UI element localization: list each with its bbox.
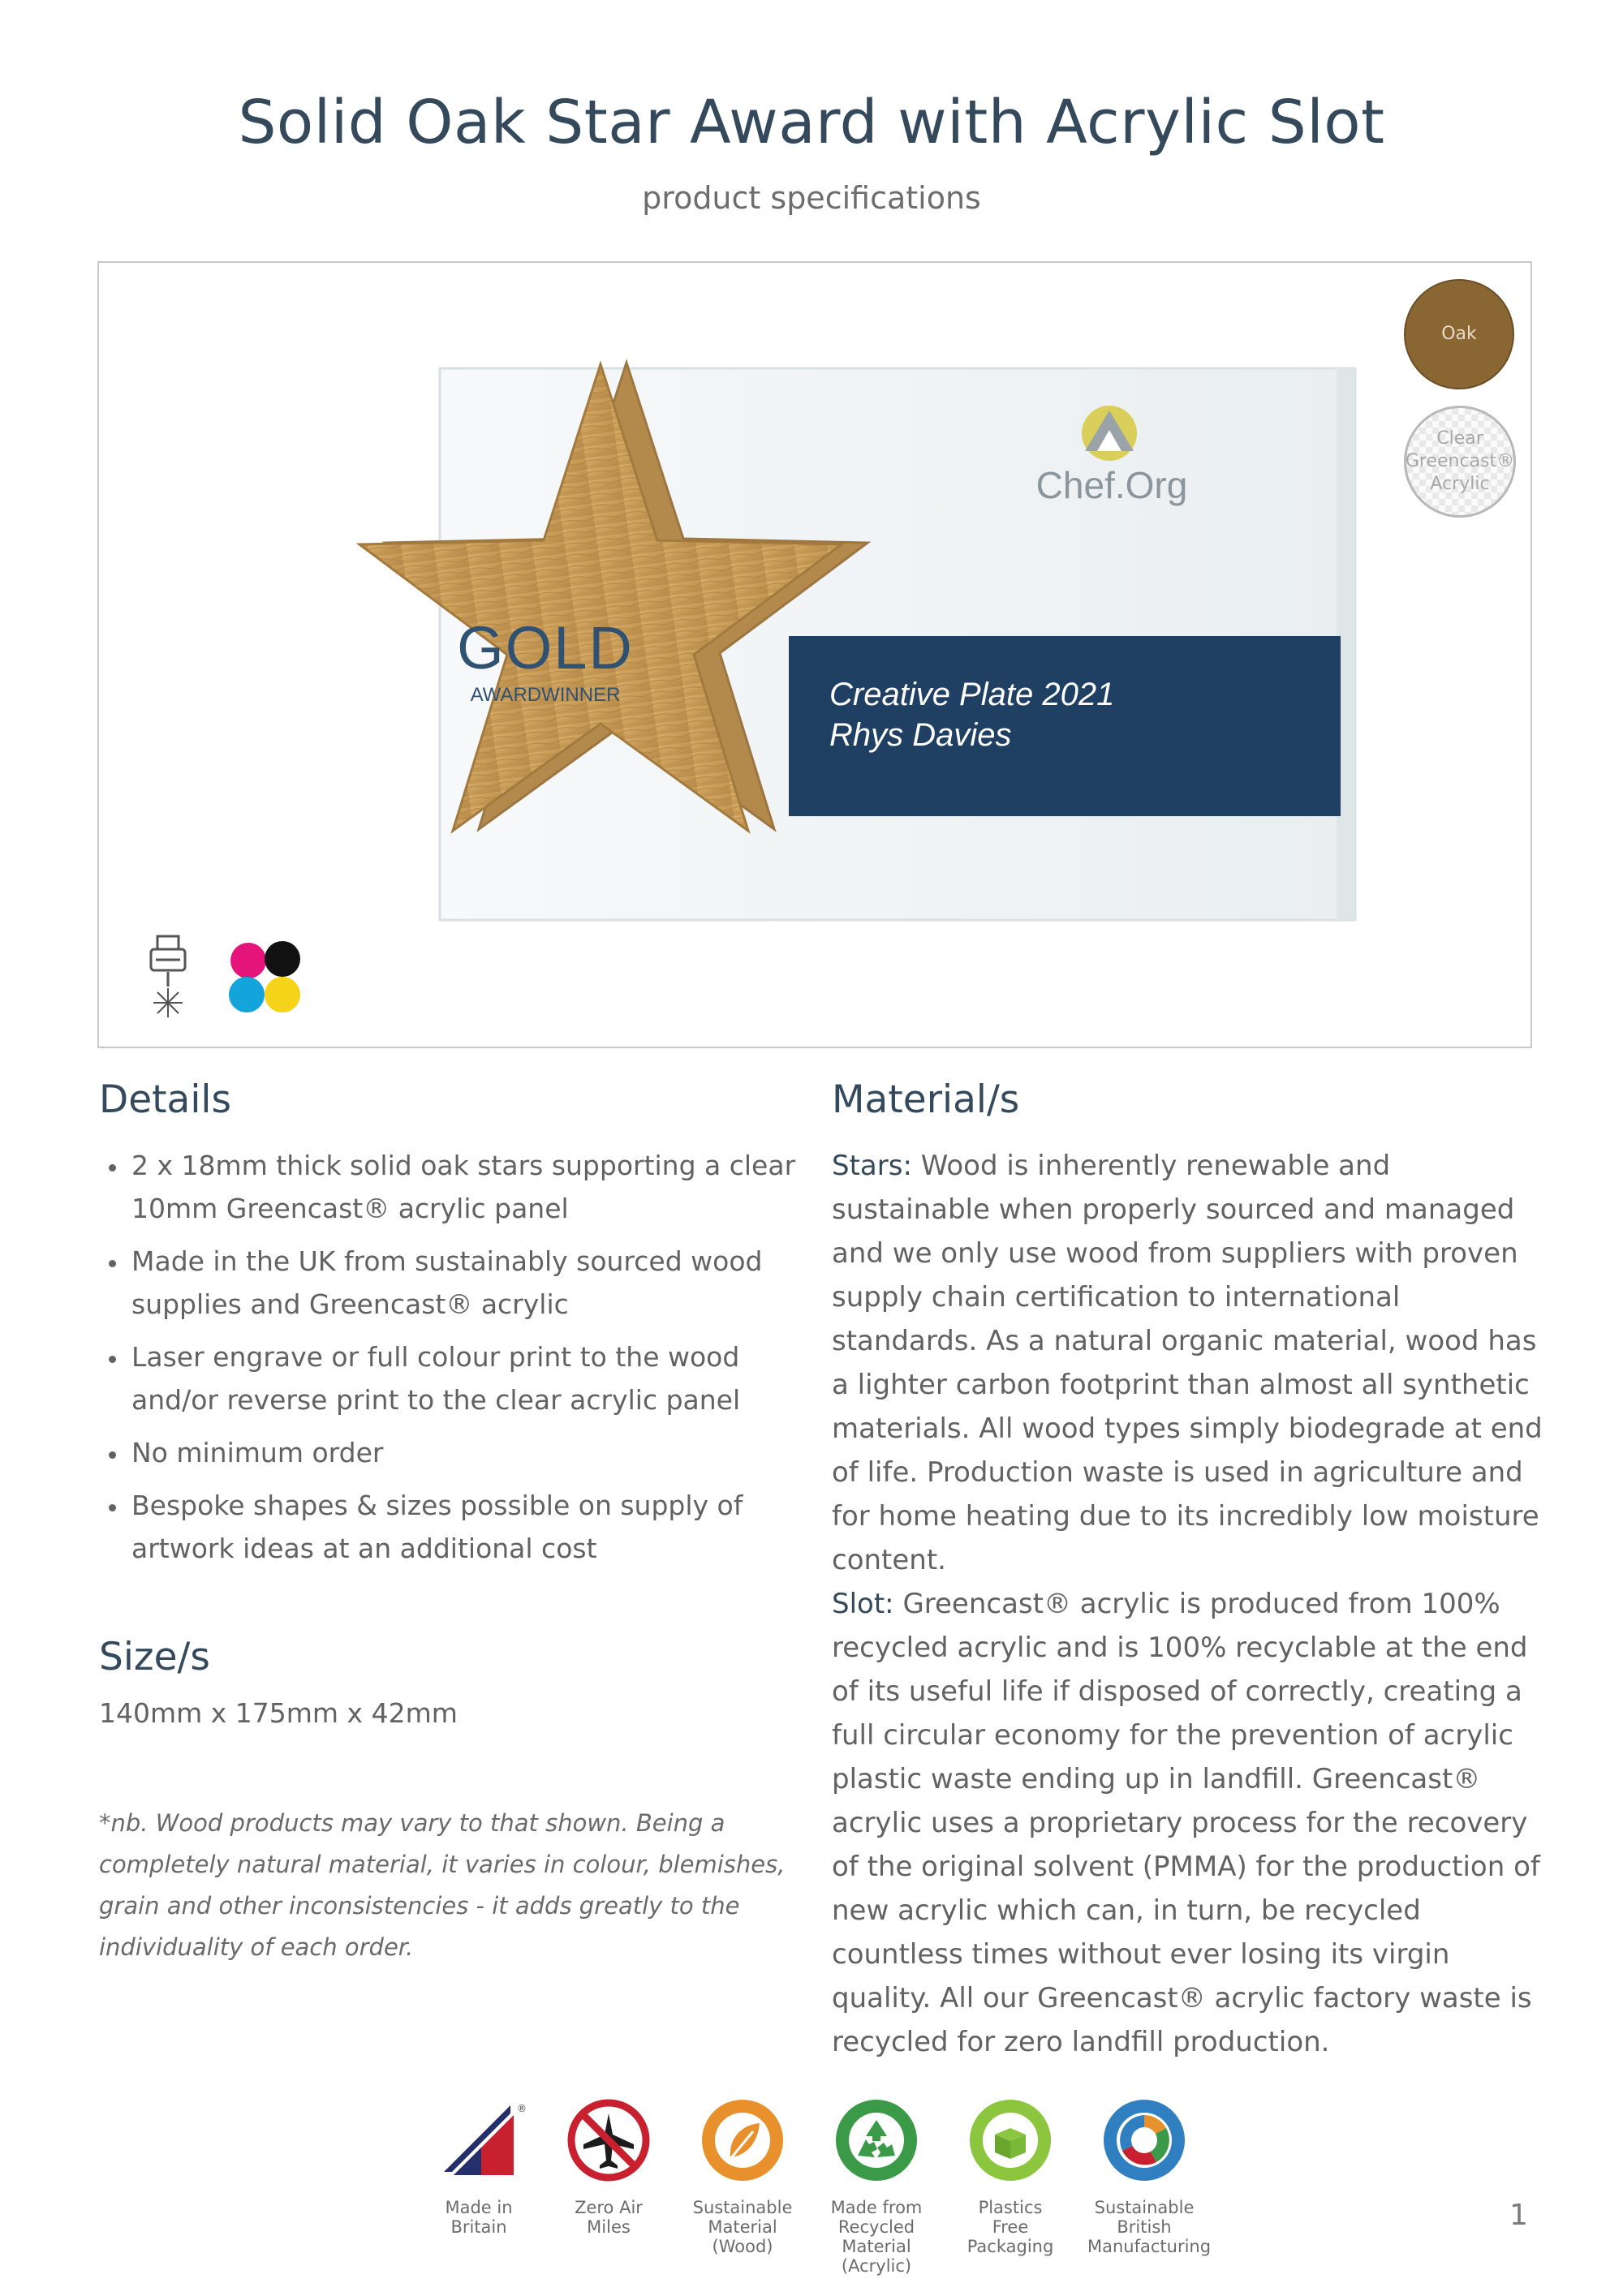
list-item: Laser engrave or full colour print to the wood and/or reverse print to the clear acrylic panel: [105, 1335, 828, 1421]
made-in-britain-icon: [436, 2097, 527, 2183]
svg-text:®: ®: [517, 2103, 527, 2114]
sustainable-material-icon: [700, 2097, 786, 2183]
badge-caption: Made from Recycled Material (Acrylic): [830, 2198, 923, 2276]
list-item: Made in the UK from sustainably sourced wood supplies and Greencast® acrylic: [105, 1240, 828, 1326]
list-item: No minimum order: [105, 1431, 828, 1474]
badge-caption: Sustainable Material (Wood): [692, 2198, 793, 2256]
plate-line-2: Rhys Davies: [829, 717, 1012, 753]
badge-sustainable-material: [686, 2097, 799, 2256]
product-illustration: [99, 263, 1530, 1047]
clear-acrylic-swatch: Clear Greencast® Acrylic: [1404, 406, 1516, 518]
oak-swatch: Oak: [1404, 279, 1514, 389]
badge-plastics-free: [954, 2097, 1067, 2256]
badge-recycled-material: [820, 2097, 933, 2276]
list-item: 2 x 18mm thick solid oak stars supporting a clear 10mm Greencast® acrylic panel: [105, 1144, 828, 1230]
badge-caption: Sustainable British Manufacturing: [1087, 2198, 1212, 2256]
page-subtitle: product specifications: [642, 180, 981, 216]
badge-caption: Made in Britain: [445, 2198, 513, 2237]
materials-body: [832, 1144, 1546, 2064]
wood-note: *nb. Wood products may vary to that shown. Being a completely natural material, it varies in colour, blemishes, grain and other inconsistencies - it adds greatly to the individuality of each order.: [99, 1809, 786, 1961]
product-photo: [97, 261, 1532, 1048]
zero-air-miles-icon: [566, 2097, 652, 2183]
page-number: 1: [1509, 2199, 1528, 2232]
page-title: Solid Oak Star Award with Acrylic Slot: [238, 88, 1385, 157]
slot-label: Slot:: [832, 1588, 894, 1620]
materials-heading: Material/s: [832, 1077, 1020, 1122]
plate-line-1: Creative Plate 2021: [829, 677, 1115, 712]
logo-text: Chef.Org: [1035, 464, 1188, 506]
star-text-award: AWARDWINNER: [470, 684, 621, 706]
stars-paragraph: [832, 1144, 1546, 1582]
slot-text: Greencast® acrylic is produced from 100% recycled acrylic and is 100% recyclable at the end of its useful life if disposed of correctly, creating a full circular economy for the prevention of acrylic plastic waste ending up in landfill. Greencast® acrylic uses a proprietary process for the recovery of the original solvent (PMMA) for the production of new acrylic which can, in turn, be recycled countless times without ever losing its virgin quality. All our Greencast® acrylic factory waste is recycled for zero landfill production.: [832, 1588, 1540, 2058]
recycled-material-icon: [833, 2097, 919, 2183]
stars-text: Wood is inherently renewable and sustainable when properly sourced and managed and we only use wood from suppliers with proven supply chain certification to international standards. As a natural organic material, wood has a lighter carbon footprint than almost all synthetic materials. All wood types simply biodegrade at end of life. Production waste is used in agriculture and for home heating due to its incredibly low moisture content.: [832, 1150, 1543, 1576]
plastics-free-packaging-icon: [967, 2097, 1053, 2183]
badge-caption: Zero Air Miles: [575, 2198, 643, 2237]
chef-org-logo: [1082, 406, 1137, 461]
badge-caption: Plastics Free Packaging: [966, 2198, 1054, 2256]
badge-made-in-britain: [422, 2097, 536, 2237]
laser-engrave-icon: [151, 936, 185, 1017]
sustainable-manufacturing-icon: [1101, 2097, 1187, 2183]
details-list: [105, 1144, 828, 1580]
list-item: Bespoke shapes & sizes possible on supply of artwork ideas at an additional cost: [105, 1484, 828, 1570]
slot-paragraph: [832, 1582, 1546, 2064]
badge-sustainable-manufacturing: [1087, 2097, 1212, 2256]
badge-zero-air-miles: [552, 2097, 665, 2237]
sizes-heading: Size/s: [99, 1635, 210, 1679]
size-value: 140mm x 175mm x 42mm: [99, 1697, 458, 1729]
details-heading: Details: [99, 1077, 231, 1122]
star-text-gold: GOLD: [457, 614, 634, 681]
full-colour-print-icon: [229, 941, 300, 1013]
stars-label: Stars:: [832, 1150, 912, 1182]
